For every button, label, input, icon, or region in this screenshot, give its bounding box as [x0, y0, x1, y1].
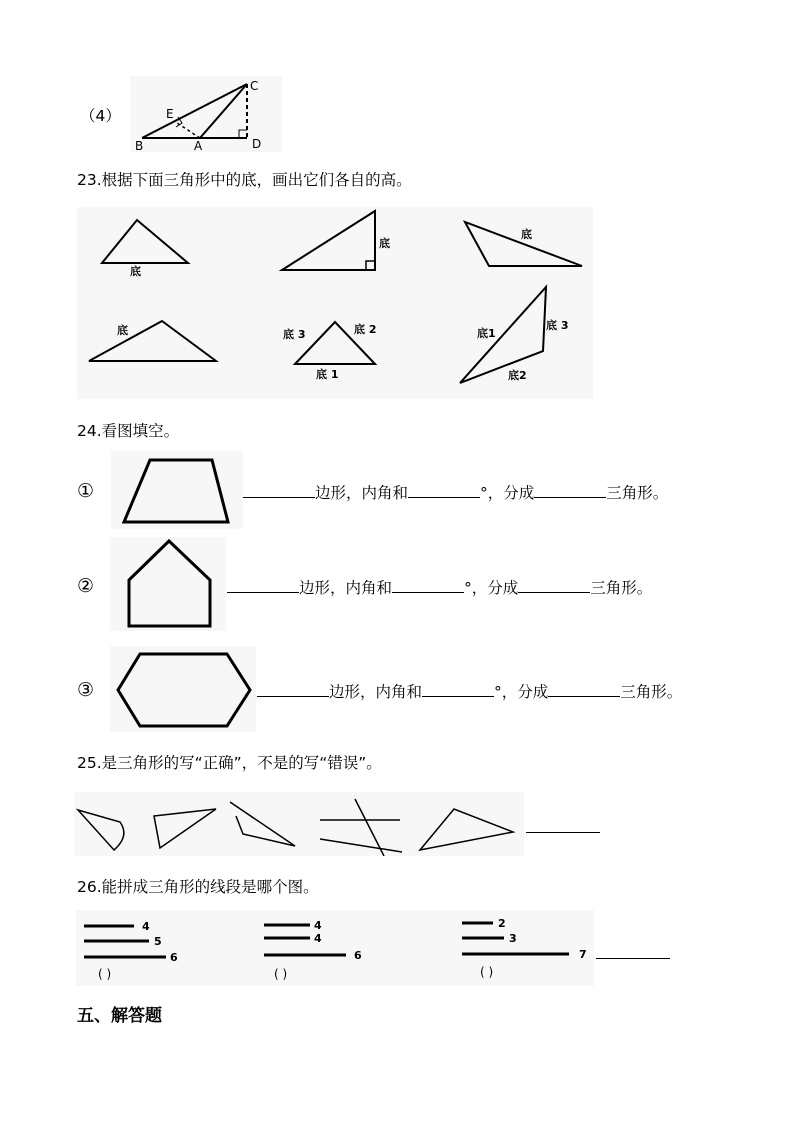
- q23-t3-base-label: 底: [521, 228, 532, 241]
- q25-shape2: [154, 809, 216, 848]
- q24-row2-marker: ②: [77, 575, 95, 597]
- q23-triangles-figure: [77, 207, 593, 399]
- q24-row3-sides-blank[interactable]: [257, 681, 329, 697]
- q24-row3-angle-blank[interactable]: [422, 681, 494, 697]
- q26-g1-paren: ( ): [98, 967, 112, 981]
- q26-g1-len1: 4: [142, 920, 150, 933]
- q25-shape5: [420, 809, 513, 850]
- q24-row1-angle-blank[interactable]: [408, 482, 480, 498]
- q26-g1-len3: 6: [170, 951, 178, 964]
- q26-title: 26.能拼成三角形的线段是哪个图。: [77, 878, 319, 896]
- q24-title: 24.看图填空。: [77, 422, 180, 440]
- q24-row2-count-blank[interactable]: [518, 577, 590, 593]
- q23-t6-base1-label: 底1: [477, 327, 496, 340]
- q24-row2-sentence: [227, 577, 652, 598]
- q26-g2-len2: 4: [314, 932, 322, 945]
- q25-shapes-figure: [74, 792, 524, 856]
- q24-row3-text1: 边形，内角和: [329, 683, 423, 701]
- point-a-label: A: [194, 139, 203, 152]
- q26-g3-len1: 2: [498, 917, 506, 930]
- q24-row1-text3: 三角形。: [606, 484, 669, 502]
- hexagon-figure: [110, 646, 256, 732]
- q24-row1-count-blank[interactable]: [534, 482, 606, 498]
- q23-t5-base2-label: 底 2: [354, 323, 377, 336]
- point-e-label: E: [166, 107, 174, 121]
- q26-answer-blank[interactable]: [596, 944, 670, 959]
- q25-answer-blank[interactable]: [526, 818, 600, 833]
- q23-t6-base2-label: 底2: [508, 369, 527, 382]
- trapezoid-figure: [111, 451, 243, 529]
- q24-row1-text1: 边形，内角和: [315, 484, 409, 502]
- q26-segments-figure: [76, 910, 594, 986]
- q24-row3-text3: 三角形。: [620, 683, 683, 701]
- q23-t2-base-label: 底: [379, 237, 390, 250]
- pentagon-figure: [110, 537, 226, 631]
- q24-row3-sentence: [257, 681, 682, 702]
- point-d-label: D: [252, 137, 262, 151]
- q22-geometry-figure: [130, 76, 282, 152]
- point-b-label: B: [135, 139, 144, 152]
- q24-row2-text3: 三角形。: [590, 579, 653, 597]
- q24-row2-sides-blank[interactable]: [227, 577, 299, 593]
- q22-part-label: （4）: [80, 107, 121, 125]
- q24-row1-marker: ①: [77, 480, 95, 502]
- q26-g3-len3: 7: [579, 948, 587, 961]
- q23-t5-base3-label: 底 3: [283, 328, 306, 341]
- point-c-label: C: [250, 79, 259, 93]
- q24-row2-angle-blank[interactable]: [392, 577, 464, 593]
- q26-g3-len2: 3: [509, 932, 517, 945]
- q26-g1-len2: 5: [154, 935, 162, 948]
- q23-title: 23.根据下面三角形中的底，画出它们各自的高。: [77, 171, 412, 189]
- q24-row2-text2: °，分成: [464, 579, 519, 597]
- q26-g2-len1: 4: [314, 919, 322, 932]
- q25-shape3: [230, 802, 295, 846]
- q24-row3-marker: ③: [77, 679, 95, 701]
- q25-shape1: [78, 810, 124, 850]
- q26-g2-len3: 6: [354, 949, 362, 962]
- q24-row2-text1: 边形，内角和: [299, 579, 393, 597]
- q24-row1-text2: °，分成: [480, 484, 535, 502]
- q24-row3-text2: °，分成: [494, 683, 549, 701]
- q24-row3-count-blank[interactable]: [548, 681, 620, 697]
- q26-g2-paren: ( ): [274, 967, 288, 981]
- q25-title: 25.是三角形的写“正确”，不是的写“错误”。: [77, 754, 382, 772]
- q23-t1-base-label: 底: [130, 265, 141, 278]
- q24-row1-sides-blank[interactable]: [243, 482, 315, 498]
- section5-heading: 五、解答题: [77, 1006, 162, 1026]
- q23-t6-base3-label: 底 3: [546, 319, 569, 332]
- q23-t4-base-label: 底: [117, 324, 128, 337]
- q24-row1-sentence: [243, 482, 668, 503]
- q26-g3-paren: ( ): [480, 965, 494, 979]
- q23-t5-base1-label: 底 1: [316, 368, 339, 381]
